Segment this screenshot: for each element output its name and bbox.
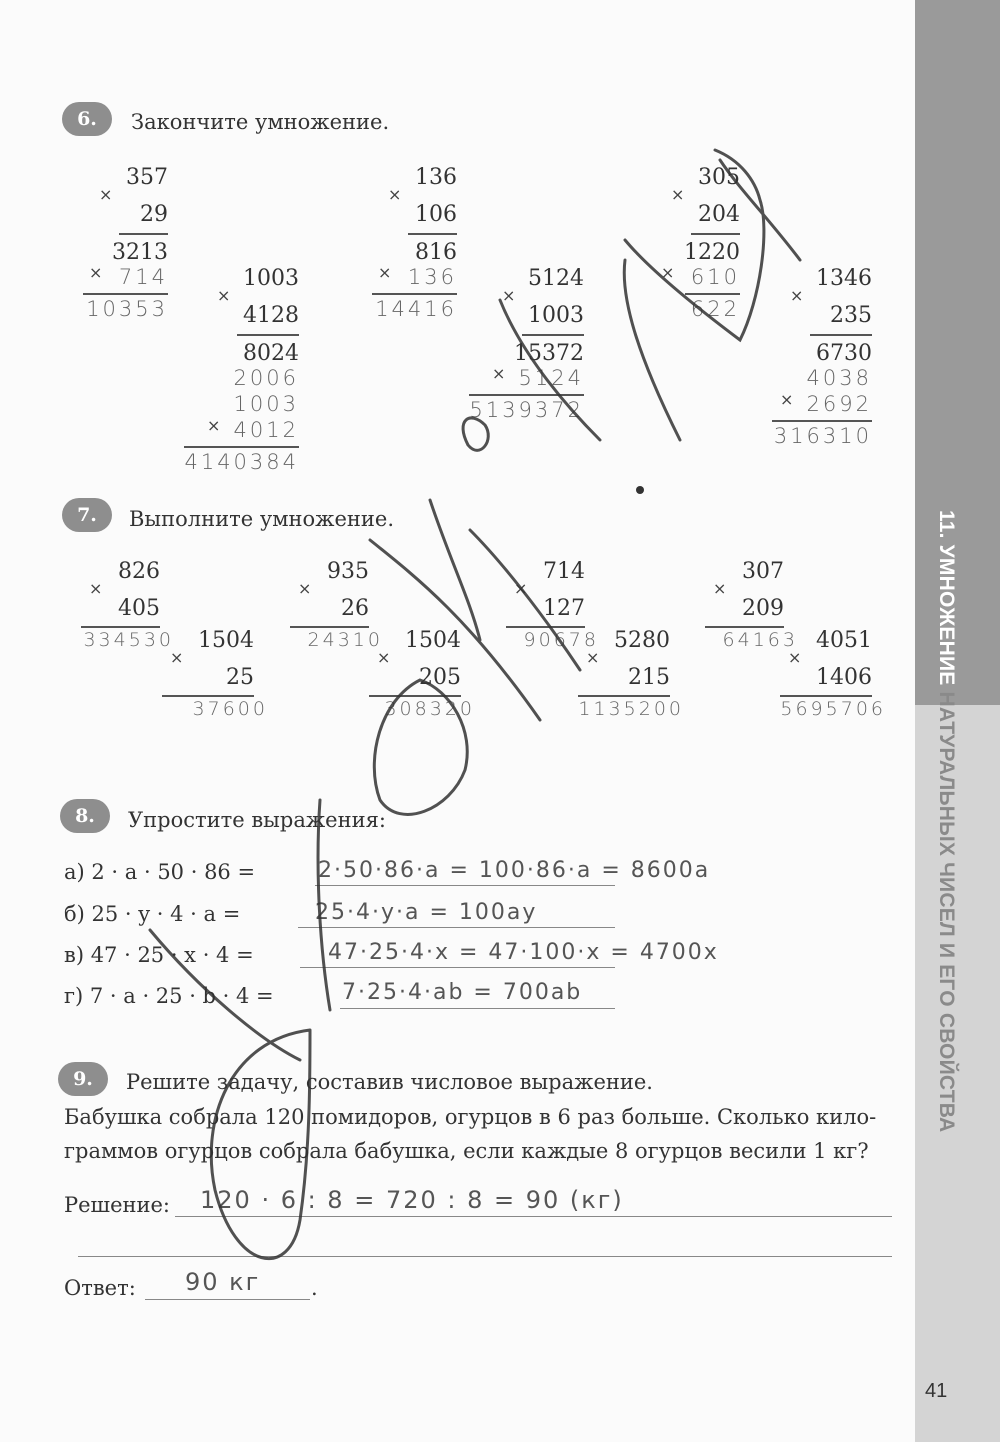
multiplier: 215 [628,665,670,690]
answer-line-a [315,885,615,886]
answer-d: 7·25·4·ab = 700ab [342,980,583,1005]
multiply-sign: × [217,286,231,305]
multiply-sign: × [780,390,794,409]
multiply-sign: × [298,579,312,598]
page-number: 41 [925,1380,948,1402]
result-rule [691,233,740,235]
expression-a: а) 2 · a · 50 · 86 = [64,860,256,884]
expression-b: б) 25 · y · 4 · a = [64,902,241,926]
multiplicand: 714 [543,559,585,584]
solution-answer: 120 · 6 : 8 = 720 : 8 = 90 (кг) [200,1186,624,1214]
task-7-badge: 7. [62,498,112,532]
solution-line-1 [175,1216,892,1217]
partial-product: 8024 [243,341,299,366]
handwritten-partial: 714 [118,265,168,289]
handwritten-total: 622 [690,297,740,321]
answer-line-b [298,927,615,928]
task-6-heading: Закончите умножение. [131,110,390,134]
multiplier: 127 [543,596,585,621]
multiplier: 205 [419,665,461,690]
task-9-heading: Решите задачу, составив числовое выражение. [126,1070,653,1094]
partial-product: 15372 [514,341,584,366]
answer-b: 25·4·y·a = 100ay [315,900,538,925]
multiplicand: 136 [415,165,457,190]
answer-line-c [300,967,615,968]
answer-value: 90 кг [185,1268,261,1296]
handwritten-total: 316310 [773,424,872,448]
answer-a: 2·50·86·a = 100·86·a = 8600a [318,858,711,883]
multiply-sign: × [388,185,402,204]
handwritten-total: 4140384 [184,450,299,474]
multiplier: 1003 [528,303,584,328]
multiplicand: 935 [327,559,369,584]
task-8-badge: 8. [60,799,110,833]
multiply-sign: × [170,648,184,667]
handwritten-total: 5695706 [780,698,886,720]
handwritten-total: 37600 [192,698,268,720]
partial-product: 1220 [684,240,740,265]
handwritten-partial: 4038 [806,366,872,390]
multiplier: 4128 [243,303,299,328]
answer-line-d [340,1008,615,1009]
multiply-sign: × [99,185,113,204]
total-rule [184,446,299,448]
result-rule [408,233,457,235]
multiplicand: 5280 [614,628,670,653]
multiplicand: 5124 [528,266,584,291]
multiply-sign: × [661,263,675,282]
multiply-sign: × [377,648,391,667]
multiply-sign: × [788,648,802,667]
total-rule [469,394,584,396]
multiplicand: 4051 [816,628,872,653]
column-multiplication [732,266,872,486]
result-rule [780,695,872,697]
multiplicand: 1504 [405,628,461,653]
task-9-badge: 9. [58,1062,108,1096]
multiply-sign: × [207,416,221,435]
handwritten-partial: 4012 [233,418,299,442]
handwritten-total: 24310 [307,629,383,651]
multiplier: 209 [742,596,784,621]
handwritten-total: 10353 [86,297,168,321]
chapter-title [934,510,958,1132]
column-multiplication [444,266,584,486]
multiply-sign: × [502,286,516,305]
multiply-sign: × [790,286,804,305]
multiply-sign: × [89,263,103,282]
multiply-sign: × [586,648,600,667]
problem-text-line-1: Бабушка собрала 120 помидоров, огурцов в 6 раз больше. Сколько кило- [64,1105,877,1129]
column-multiplication [317,165,457,385]
multiplier: 25 [226,665,254,690]
chapter-title-rest: НАТУРАЛЬНЫХ ЧИСЕЛ И ЕГО СВОЙСТВА [935,685,958,1133]
column-multiplication [321,628,475,748]
solution-line-2 [78,1256,892,1257]
handwritten-total: 14416 [375,297,457,321]
result-rule [237,334,299,336]
multiply-sign: × [378,263,392,282]
expression-d: г) 7 · a · 25 · b · 4 = [64,984,274,1008]
result-rule [578,695,670,697]
column-multiplication [600,165,740,385]
handwritten-total: 308320 [384,698,475,720]
handwritten-total: 90678 [523,629,599,651]
chapter-title-number: 11. УМНОЖЕНИЕ [935,510,958,686]
answer-period: . [311,1276,318,1300]
multiplicand: 307 [742,559,784,584]
multiplicand: 305 [698,165,740,190]
handwritten-partial: 1003 [233,392,299,416]
partial-product: 6730 [816,341,872,366]
partial-product: 816 [415,240,457,265]
answer-line [145,1299,310,1300]
multiplicand: 1504 [198,628,254,653]
result-rule [369,695,461,697]
column-multiplication [28,165,168,385]
multiplicand: 826 [118,559,160,584]
handwritten-partial: 136 [407,265,457,289]
multiplier: 106 [415,202,457,227]
task-7-heading: Выполните умножение. [129,507,395,531]
multiply-sign: × [514,579,528,598]
handwritten-partial: 610 [690,265,740,289]
expression-c: в) 47 · 25 · x · 4 = [64,943,254,967]
multiplier: 405 [118,596,160,621]
answer-label: Ответ: [64,1276,136,1300]
result-rule [119,233,168,235]
handwritten-total: 334530 [83,629,174,651]
total-rule [83,293,168,295]
multiplier: 1406 [816,665,872,690]
multiplicand: 1003 [243,266,299,291]
partial-product: 3213 [112,240,168,265]
handwritten-partial: 2006 [233,366,299,390]
multiply-sign: × [713,579,727,598]
task-8-heading: Упростите выражения: [128,808,386,832]
column-multiplication [159,266,299,486]
problem-text-line-2: граммов огурцов собрала бабушка, если каждые 8 огурцов весили 1 кг? [64,1139,869,1163]
result-rule [522,334,584,336]
result-rule [162,695,254,697]
multiplier: 204 [698,202,740,227]
handwritten-partial: 5124 [518,366,584,390]
multiplicand: 1346 [816,266,872,291]
multiplier: 235 [830,303,872,328]
handwritten-total: 5139372 [469,398,584,422]
multiply-sign: × [492,364,506,383]
handwritten-total: 1135200 [578,698,684,720]
multiplicand: 357 [126,165,168,190]
multiply-sign: × [89,579,103,598]
task-6-badge: 6. [62,102,112,136]
multiplier: 29 [140,202,168,227]
multiply-sign: × [671,185,685,204]
total-rule [772,420,872,422]
handwritten-partial: 2692 [806,392,872,416]
solution-label: Решение: [64,1193,171,1217]
multiplier: 26 [341,596,369,621]
answer-c: 47·25·4·x = 47·100·x = 4700x [328,940,719,965]
result-rule [810,334,872,336]
handwritten-total: 64163 [722,629,798,651]
column-multiplication [732,628,886,748]
